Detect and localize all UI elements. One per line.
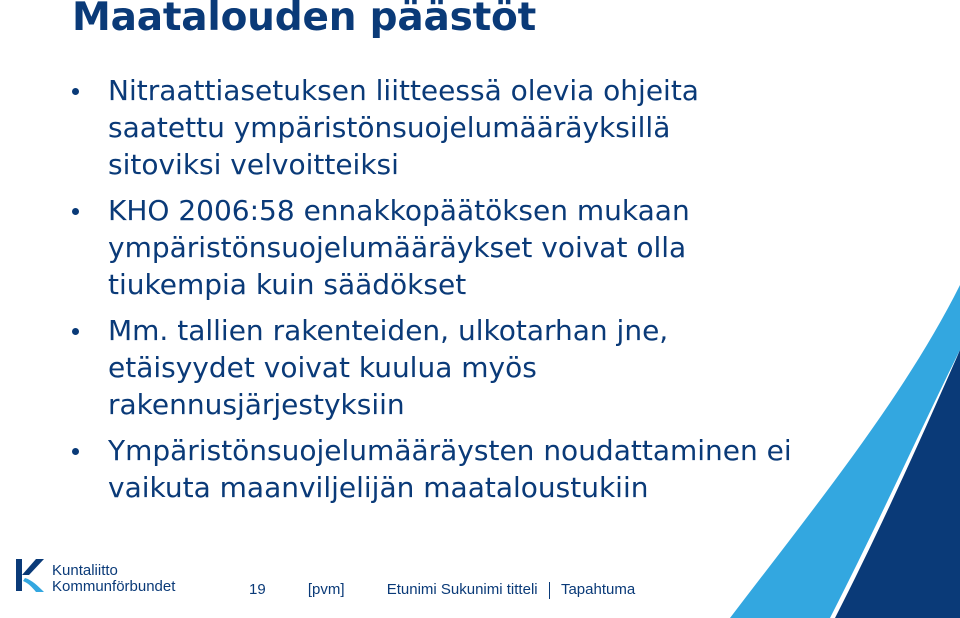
logo-text-line2: Kommunförbundet xyxy=(52,578,176,595)
bullet-dot xyxy=(72,208,79,215)
bullet-item xyxy=(70,192,920,303)
slide-title: Maatalouden päästöt xyxy=(72,0,537,40)
footer-date: [pvm] xyxy=(307,581,345,598)
page-number: 19 xyxy=(249,581,266,598)
bullet-item xyxy=(70,312,920,423)
kuntaliitto-logo xyxy=(14,554,189,598)
bullet-dot xyxy=(72,328,79,335)
bullet-text: KHO 2006:58 ennakkopäätöksen mukaan ympäristönsuojelumääräykset voivat olla tiukempia kuin säädökset xyxy=(108,194,690,301)
bullet-item xyxy=(70,432,920,506)
bullet-text: Mm. tallien rakenteiden, ulkotarhan jne, etäisyydet voivat kuulua myös rakennusjärjestyksiin xyxy=(108,314,669,421)
bullet-text: Nitraattiasetuksen liitteessä olevia ohjeita saatettu ympäristönsuojelumääräyksillä sitoviksi velvoitteiksi xyxy=(108,74,699,181)
footer-event: Tapahtuma xyxy=(560,581,636,598)
logo-text-line1: Kuntaliitto xyxy=(52,562,118,579)
kuntaliitto-logo-icon xyxy=(14,556,46,594)
footer-separator xyxy=(549,582,550,599)
bullet-dot xyxy=(72,88,79,95)
bullet-text: Ympäristönsuojelumääräysten noudattaminen ei vaikuta maanviljelijän maataloustukiin xyxy=(108,434,792,504)
bullet-list xyxy=(70,72,920,515)
slide-footer xyxy=(249,580,635,600)
bullet-dot xyxy=(72,448,79,455)
bullet-item xyxy=(70,72,920,183)
footer-author: Etunimi Sukunimi titteli xyxy=(386,581,538,598)
